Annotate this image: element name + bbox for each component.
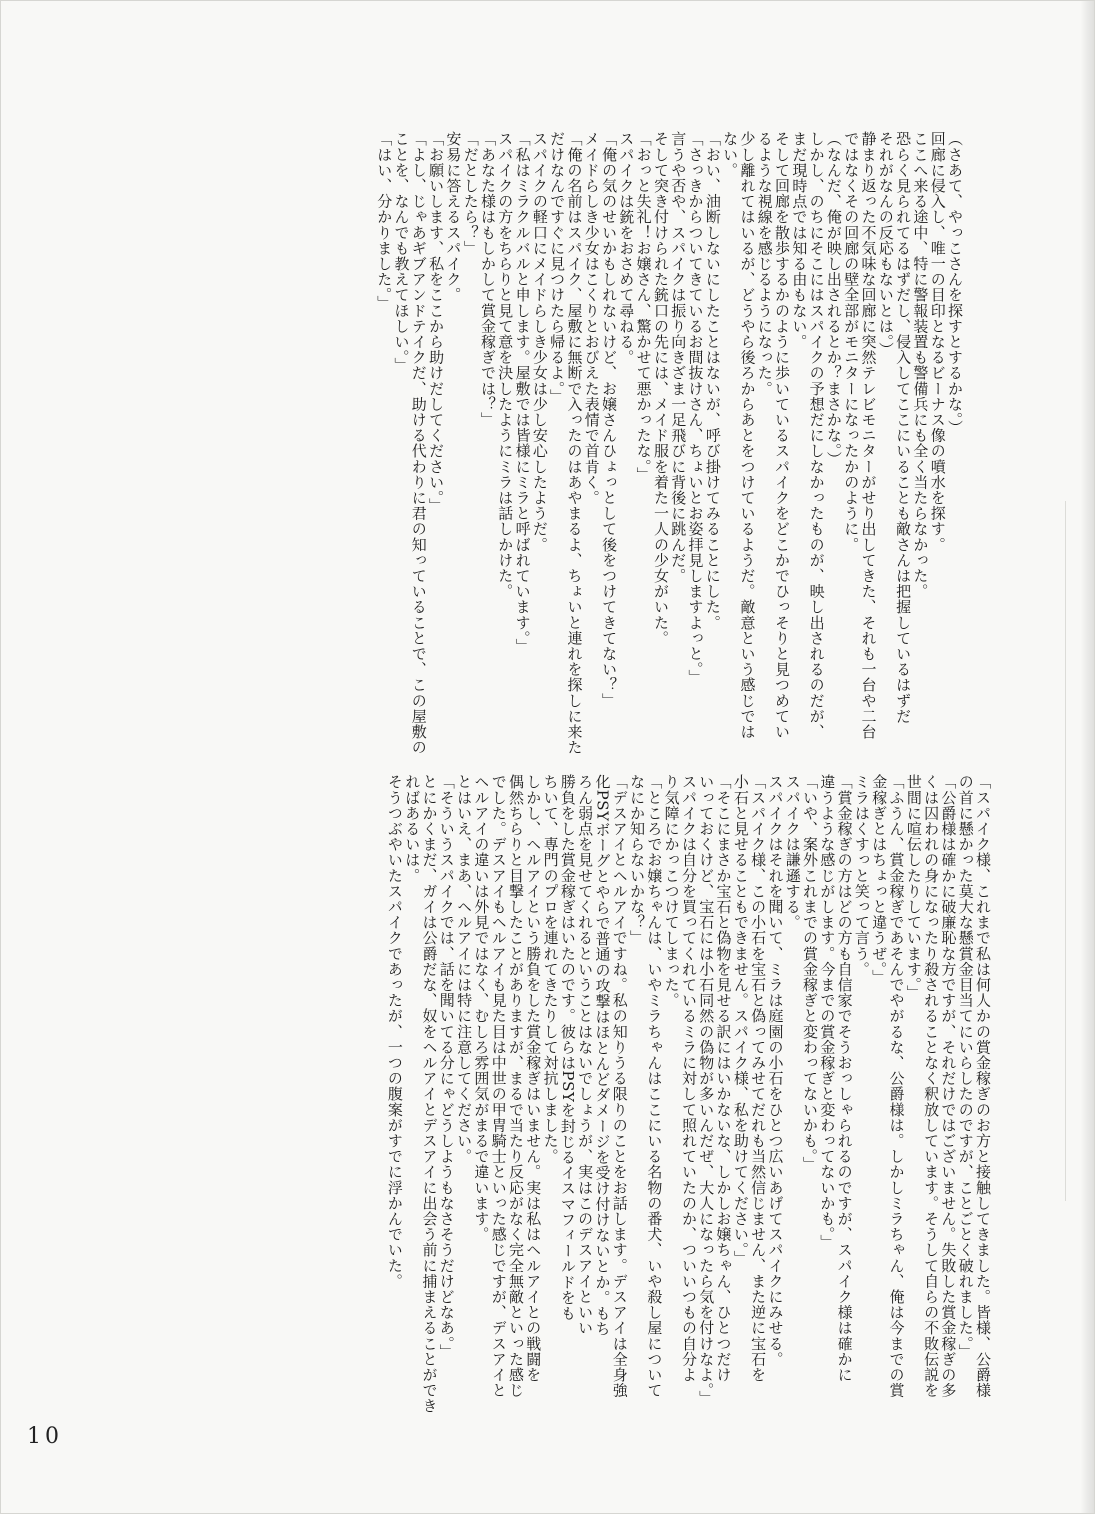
text-line: スパイクは謙遜する。: [783, 774, 802, 930]
text-line: ここへ来る途中、特に警報装置も警備兵にも全く当たらなかった。: [911, 131, 930, 599]
text-line: 「さっきからついてきているお間抜けさん、ちょいとお姿拝見しますよっと。」: [686, 131, 705, 686]
text-block-upper: [375, 131, 964, 755]
text-line: とにかくまだ、ガイは公爵だな、奴をヘルアイとデスアイに出会う前に捕まえることができ: [420, 774, 439, 1414]
text-line: そして突き付けられた銃口の先には、メイド服を着た一人の少女がいた。: [651, 131, 670, 646]
text-line: り気障にかっこつけてしまった。: [662, 774, 681, 1008]
text-line: るような視線を感じるようになった。: [755, 131, 774, 397]
page-number: 10: [27, 1424, 63, 1449]
text-line: いっておくけど、宝石には小石同然の偽物が多いんだぜ、大人になったら気を付けなよ。」: [697, 774, 716, 1407]
text-line: 「スパイク様、この小石を宝石と偽ってみせてだれも当然信じません、また逆に宝石を: [749, 774, 768, 1383]
text-line: 静まり返った不気味な回廊に突然テレビモニターがせり出してきた、それも一台や二台: [859, 131, 878, 740]
text-line: それがなんの反応もないとは。）: [876, 131, 895, 358]
text-line: 恐らく見られてるはずだし、侵入してここにいることも敵さんは把握しているはずだ: [894, 131, 913, 724]
text-line: 勝負をした賞金稼ぎはいたのです。彼らはPSYを封じるイスマフィールドをも: [558, 774, 577, 1321]
text-line: ろん弱点を見せてくれるということはないでしょうが、実はこのデスアイといい: [576, 774, 595, 1336]
text-line: ちいて、専門のプロを連れてきたりして対抗しました。: [541, 774, 560, 1164]
text-line: （さあて、やっこさんを探すとするかな。）: [946, 131, 964, 436]
binding-shadow: [1080, 1, 1094, 1513]
text-line: 「あなた様はもしかして賞金稼ぎでは？」: [478, 131, 497, 428]
text-line: 「おい、油断しないにしたことはないが、呼び掛けてみることにした。: [703, 131, 722, 631]
text-line: 「デスアイとヘルアイですね。私の知りうる限りのことをお話します。デスアイは全身強: [610, 774, 629, 1398]
text-line: 「ふうん、賞金稼ぎであそんでやがるな、公爵様は。しかしミラちゃん、俺は今までの賞: [887, 774, 906, 1398]
text-line: 「スパイク様、これまで私は何人かの賞金稼ぎのお方と接触してきました。皆様、公爵様: [974, 774, 992, 1398]
text-line: スパイクは銃をおさめて尋ねる。: [617, 131, 636, 365]
text-line: ではなくその回廊の壁全部がモニターになったかのように。: [842, 131, 861, 553]
text-line: 化PSYボーグとやらで普通の攻撃はほとんどダメージを受け付けないとか。もち: [593, 774, 612, 1337]
text-line: 世間に喧伝したりしています。」: [904, 774, 923, 1001]
text-line: 「よし、じゃあギブアンドテイクだ、助ける代わりに君の知っていることで、この屋敷の: [409, 131, 428, 755]
text-line: ミラはくすっと笑って言う。: [852, 774, 871, 977]
text-line: スパイクはそれを聞いて、ミラは庭園の小石をひとつ広いあげてスパイクにみせる。: [766, 774, 785, 1367]
text-line: 小石と見せることもできません。スパイク様、私を助けてください。」: [731, 774, 750, 1266]
text-line: （なんだ、俺が映し出されるとか？まさかな。）: [824, 131, 843, 467]
text-line: 「公爵様は確かに破廉恥な方ですが、それだけではございません。失敗した賞金稼ぎの多: [939, 774, 958, 1398]
text-line: 「いや、案外これまでの賞金稼ぎと変わってないかも。」: [801, 774, 820, 1173]
text-line: そうつぶやいたスパイクであったが、一つの腹案がすでに浮かんでいた。: [385, 774, 404, 1289]
text-line: 「はい、分かりました。」: [375, 131, 394, 311]
text-line: の首に懸かった莫大な懸賞金目当てにいらしたのですが、ことごとく破れました。」: [956, 774, 975, 1360]
text-line: 「ところでお嬢ちゃんは、いやミラちゃんはここにいる名物の番犬、いや殺し屋について: [645, 774, 664, 1398]
text-line: ない。: [721, 131, 740, 178]
text-line: 「賞金稼ぎの方はどの方も自信家でそうおっしゃられるのですが、スパイク様は確かに: [835, 774, 854, 1383]
text-line: 「そういうスパイクでは、話を聞いてる分にゃどうしようもなさそうだけどなあ。」: [437, 774, 456, 1360]
text-line: ればあるいは。: [403, 774, 422, 884]
text-line: 少し離れてはいるが、どうやら後ろからあとをつけているようだ。敵意という感じでは: [738, 131, 757, 740]
text-line: 「お願いします、私をここから助けだしてください。」: [427, 131, 446, 514]
text-line: そして回廊を散歩するかのように歩いているスパイクをどこかでひっそりと見つめてい: [773, 131, 792, 740]
text-line: ヘルアイの違いは外見ではなく、むしろ雰囲気がまるで違います。: [472, 774, 491, 1242]
text-line: 言うや否や、スパイクは振り向きざま一足飛びに背後に跳んだ。: [669, 131, 688, 584]
text-line: スパイクの方をちらりと見て意を決したようにミラは話しかけた。: [496, 131, 515, 599]
text-line: 「俺の気のせいかもしれないけど、お嬢さんひょっとして後をつけてきてない？」: [600, 131, 619, 709]
text-line: 違うような感じがします。今までの賞金稼ぎと変わってないかも。」: [818, 774, 837, 1251]
text-line: 回廊に侵入し、唯一の目印となるビーナス像の噴水を探す。: [928, 131, 947, 553]
text-line: しかし、ヘルアイという勝負をした賞金稼ぎはいません。実は私はヘルアイとの戦闘を: [524, 774, 543, 1383]
text-line: 「おっと失礼！お嬢さん、驚かせて悪かったな。」: [634, 131, 653, 483]
text-line: メイドらしき少女はこくりとおびえた表情で首肯く。: [582, 131, 601, 506]
page-edge: [1065, 501, 1074, 1201]
text-line: 「そこにまさか宝石と偽物を見せる訳にはいかないな、しかしお嬢ちゃん、ひとつだけ: [714, 774, 733, 1383]
text-line: だけなんですぐに見つけたら帰るよ。」: [548, 131, 567, 405]
text-line: スパイクは自分を買ってくれているミラに対して照れていたのか、ついいつもの自分よ: [679, 774, 698, 1383]
text-line: 安易に答えるスパイク。: [444, 131, 463, 303]
text-line: 「俺の名前はスパイク、屋敷に無断で入ったのはあやまるよ、ちょいと連れを探しに来た: [565, 131, 584, 755]
text-block-lower: [386, 774, 991, 1414]
text-line: 偶然ちらりと目撃したことがありますが、まるで当たり反応がなく完全無敵といった感じ: [506, 774, 525, 1398]
text-line: とはいえ、まあ、ヘルアイには特に注意してください。: [455, 774, 474, 1164]
text-line: しかし、のちにそこにはスパイクの予想だにしなかったものが、映し出されるのだが、: [807, 131, 826, 740]
text-line: まだ現時点では知る由もない。: [790, 131, 809, 350]
text-line: くは囚われの身になったり殺されることなく釈放しています。そうして自らの不敗伝説を: [922, 774, 941, 1398]
text-line: 「私はミラクルバルと申します。屋敷では皆様にミラと呼ばれています。」: [513, 131, 532, 654]
text-line: 「だとしたら？」: [461, 131, 480, 256]
text-line: なにか知らないかな？」: [628, 774, 647, 946]
text-line: でした。デスアイもヘルアイも見た目は中世の甲冑騎士といった感じですが、デスアイと: [489, 774, 508, 1398]
text-line: 金稼ぎとはちょっと違うぜ。」: [870, 774, 889, 985]
text-line: スパイクの軽口にメイドらしき少女は少し安心したようだ。: [530, 131, 549, 553]
text-line: ことを、なんでも教えてほしい。」: [392, 131, 411, 374]
